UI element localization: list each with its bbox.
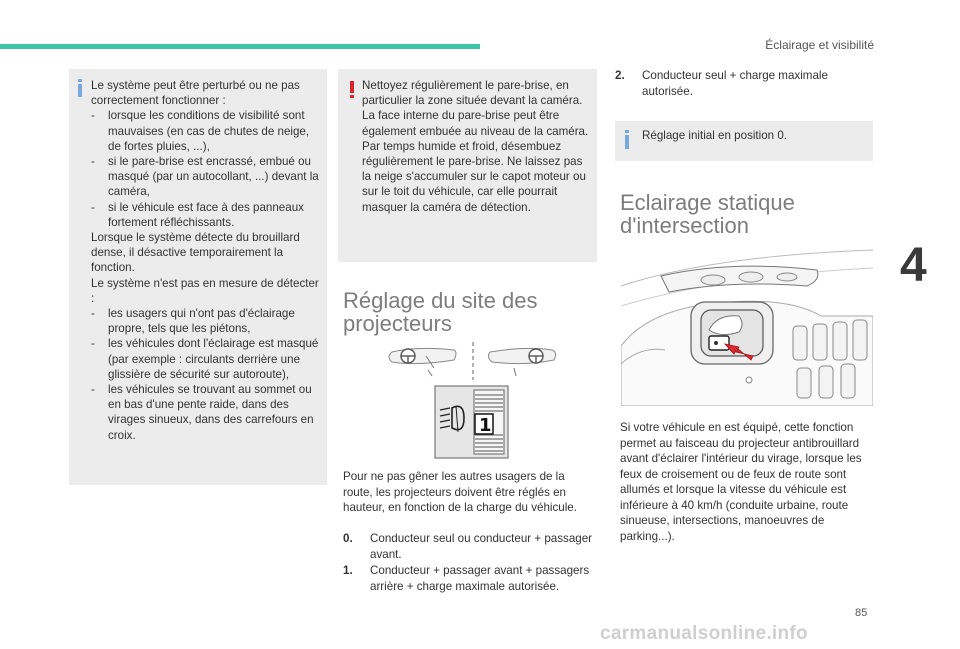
cornering-light-illustration — [621, 246, 873, 406]
list-item: - les véhicules se trouvant au sommet ou en bas d'une pente raide, dans des virages sinueux, dans des carrefours en croix. — [91, 383, 314, 442]
list-item: - lorsque les conditions de visibilité sont mauvaises (en cas de chutes de neige, de fortes pluies, ...), — [91, 109, 310, 153]
list-item: - les véhicules dont l'éclairage est masqué (par exemple : circulants derrière une glissière de sécurité sur autoroute), — [91, 337, 319, 381]
initial-setting-note: Réglage initial en position 0. — [642, 129, 788, 142]
info-icon — [625, 130, 629, 149]
box1-para2: Lorsque le système détecte du brouillard dense, il désactive temporairement la fonction. — [91, 231, 300, 275]
list-item: 2. Conducteur seul + charge maximale autorisée. — [615, 69, 828, 98]
section-title-eclairage: Eclairage statique d'intersection — [620, 190, 795, 238]
list-item: 0. Conducteur seul ou conducteur + passager avant. — [343, 532, 593, 561]
list-item: - si le pare-brise est encrassé, embué ou masqué (par un autocollant, ...) devant la caméra, — [91, 155, 319, 199]
page-number: 85 — [855, 607, 868, 619]
info-icon — [78, 79, 82, 97]
list-item: - les usagers qui n'ont pas d'éclairage propre, tels que les piétons, — [91, 307, 295, 336]
section-header-title: Éclairage et visibilité — [765, 38, 874, 52]
box2-para1: Nettoyez régulièrement le pare-brise, en particulier la zone située devant la caméra. — [362, 79, 583, 108]
list-item: - si le véhicule est face à des panneaux fortement réfléchissants. — [91, 200, 304, 229]
box1-intro: Le système peut être perturbé ou ne pas correctement fonctionner : — [91, 79, 300, 108]
warning-icon — [350, 81, 354, 98]
section-title-reglage: Réglage du site des projecteurs — [343, 288, 538, 336]
top-accent-bar — [0, 44, 480, 49]
box2-para2: La face interne du pare-brise peut être également embuée au niveau de la caméra. Par temps humide et froid, désembuez régulièrement le pare-brise. Ne laissez pas la neige s'accumuler sur le capot moteur ou sur le toit du véhicule, car elle pourrait masquer la caméra de détection. — [362, 109, 589, 214]
info-box-initial-setting — [615, 121, 873, 161]
eclairage-body: Si votre véhicule en est équipé, cette fonction permet au faisceau du projecteur antibrouillard avant d'éclairer l'intérieur du virage, lorsque les feux de croisement ou de feux de route sont allumés et lorsque la vitesse du véhicule est inférieure à 40 km/h (conduite urbaine, route sinueuse, intersections, manoeuvres de parking...). — [620, 421, 862, 543]
reglage-intro: Pour ne pas gêner les autres usagers de la route, les projecteurs doivent être réglés en hauteur, en fonction de la charge du véhicule. — [343, 470, 577, 514]
warning-box-camera-cleaning — [338, 69, 597, 262]
chapter-number: 4 — [900, 239, 927, 292]
list-item: 1. Conducteur + passager avant + passagers arrière + charge maximale autorisée. — [343, 564, 590, 593]
info-box-system-limits — [69, 69, 327, 485]
dial-label: 1 — [479, 415, 492, 436]
box1-para3: Le système n'est pas en mesure de détecter : — [91, 276, 319, 305]
watermark: carmanualsonline.info — [600, 623, 808, 644]
headlamp-adjustment-illustration — [378, 340, 568, 465]
